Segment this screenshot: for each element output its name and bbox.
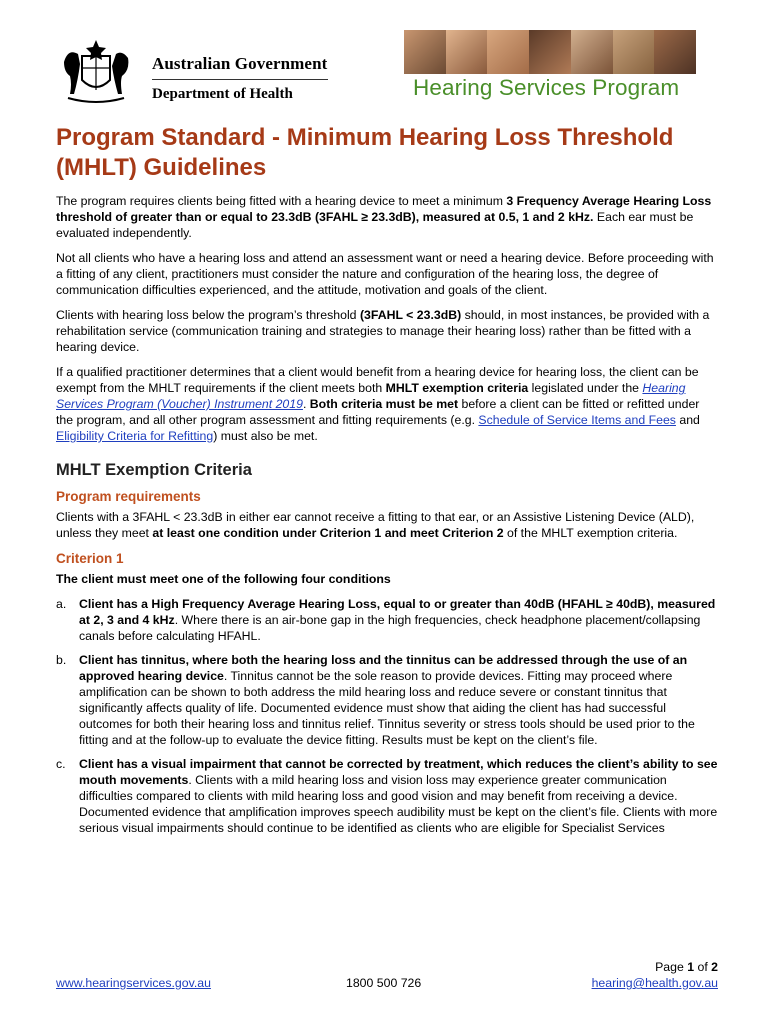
intro-paragraph-2: Not all clients who have a hearing loss and attend an assessment want or need a hearing device. Before proceeding with a fitting of any client, practitioners must consider the nature and configuration of the hearing loss, the degree of communication difficulties experienced, and the attitude, motivation and goals of the client. — [56, 251, 714, 297]
program-logo-text: Hearing Services Program — [413, 75, 680, 100]
intro-paragraph-1 — [56, 193, 718, 241]
list-item — [56, 652, 718, 748]
text-run: . — [302, 397, 310, 411]
page-title: Program Standard - Minimum Hearing Loss Threshold (MHLT) Guidelines — [56, 124, 674, 181]
current-page: 1 — [687, 960, 695, 974]
intro-paragraph-4 — [56, 364, 718, 444]
text-run: If a qualified practitioner determines that a client would benefit from a hearing device for hearing loss, the client can be exempt from the MHLT requirements if the client meets both — [56, 365, 699, 395]
total-pages: 2 — [711, 960, 718, 974]
text-run: . Where there is an air-bone gap in the high frequencies, check headphone placement/collapsing canals before calculating HFAHL. — [79, 613, 701, 643]
phone-number: 1800 500 726 — [346, 976, 422, 990]
document-body — [56, 193, 718, 844]
list-item-text — [79, 652, 718, 748]
schedule-of-fees-link[interactable]: Schedule of Service Items and Fees — [478, 413, 676, 427]
requirements-paragraph — [56, 509, 718, 541]
text-run: Clients with hearing loss below the program’s threshold — [56, 308, 360, 322]
coat-of-arms-logo — [54, 36, 138, 106]
list-item-text — [79, 756, 718, 836]
website-link[interactable]: www.hearingservices.gov.au — [56, 976, 211, 990]
text-run: before a client can be fitted or refitted under the program, and all other program assessment and fitting requirements (e.g. — [56, 397, 700, 427]
list-marker: c. — [56, 757, 66, 771]
text-run: . Clients with a mild hearing loss and vision loss may experience greater communication difficulties compared to clients with mild hearing loss and good vision and may benefit from receiving a device. Documented evidence that amplification improves speech audibility must be kept on the client’s file. Clients with more serious visual impairments should continue to be identified as clients who are eligible for Specialist Services — [79, 773, 718, 835]
photo-tile — [404, 30, 446, 74]
gov-line-1: Australian Government — [152, 54, 328, 73]
page-number — [655, 960, 718, 974]
photo-strip — [404, 30, 696, 74]
bold-run: (3FAHL < 23.3dB) — [359, 308, 462, 322]
photo-tile — [487, 30, 529, 74]
wordmark-divider — [152, 79, 328, 80]
gov-line-2: Department of Health — [152, 86, 293, 102]
list-marker: a. — [56, 597, 67, 611]
list-marker: b. — [56, 653, 67, 667]
text-run: legislated under the — [528, 381, 643, 395]
text-run: Each ear must be evaluated independently. — [56, 210, 694, 240]
list-item-text — [79, 596, 718, 644]
text-run: Clients with a 3FAHL < 23.3dB in either ear cannot receive a fitting to that ear, or an Assistive Listening Device (ALD), unless they meet — [56, 510, 695, 540]
text-run: ) must also be met. — [213, 429, 318, 443]
bold-run: Client has a visual impairment that cannot be corrected by treatment, which reduces the client’s ability to see mouth movements — [79, 757, 718, 787]
government-wordmark — [152, 54, 328, 103]
criterion-1-heading: Criterion 1 — [56, 551, 124, 566]
bold-run: Both criteria must be met — [309, 397, 459, 411]
refitting-criteria-link[interactable]: Eligibility Criteria for Refitting — [56, 429, 214, 443]
text-run: . Tinnitus cannot be the sole reason to provide devices. Fitting may proceed where amplification can be shown to both address the mild hearing loss and reduce severe or constant tinnitus that significantly affects quality of life. Documented evidence must show that aiding the client has had successful outcomes for both their hearing loss and tinnitus relief. Tinnitus severity or stress tools should be used prior to the fitting and at the follow-up to evaluate the device fitting. Results must be kept on the client’s file. — [79, 669, 695, 747]
text-run: The program requires clients being fitted with a hearing device to meet a minimum — [56, 194, 507, 208]
photo-tile — [529, 30, 571, 74]
photo-tile — [446, 30, 488, 74]
bold-run: 3 Frequency Average Hearing Loss threshold of greater than or equal to 23.3dB (3FAHL ≥ 23.3dB), measured at 0.5, 1 and 2 kHz. — [56, 194, 712, 224]
text-run: should, in most instances, be provided with a rehabilitation service (communication training and strategies to manage their hearing loss) rather than be fitted with a hearing device. — [56, 308, 710, 354]
program-requirements-heading: Program requirements — [56, 489, 201, 504]
text-run: and — [675, 413, 700, 427]
bold-run: Client has tinnitus, where both the hearing loss and the tinnitus can be addressed through the use of an approved hearing device — [79, 653, 688, 683]
intro-paragraph-3 — [56, 307, 718, 355]
bold-run: at least one condition under Criterion 1 and meet Criterion 2 — [152, 526, 504, 540]
bold-run: MHLT exemption criteria — [385, 381, 529, 395]
text-run: Page — [655, 960, 688, 974]
list-item — [56, 596, 718, 644]
list-item — [56, 756, 718, 836]
bold-run: Client has a High Frequency Average Hearing Loss, equal to or greater than 40dB (HFAHL ≥ 40dB), measured at 2, 3 and 4 kHz — [79, 597, 716, 627]
voucher-instrument-link[interactable]: Hearing Services Program (Voucher) Instrument 2019 — [56, 381, 686, 411]
text-run: of the MHLT exemption criteria. — [503, 526, 678, 540]
photo-tile — [571, 30, 613, 74]
criterion-1-lead: The client must meet one of the following four conditions — [56, 572, 391, 586]
photo-tile — [654, 30, 696, 74]
text-run: of — [694, 960, 712, 974]
exemption-heading: MHLT Exemption Criteria — [56, 461, 252, 479]
email-link[interactable]: hearing@health.gov.au — [591, 976, 718, 990]
photo-tile — [613, 30, 655, 74]
